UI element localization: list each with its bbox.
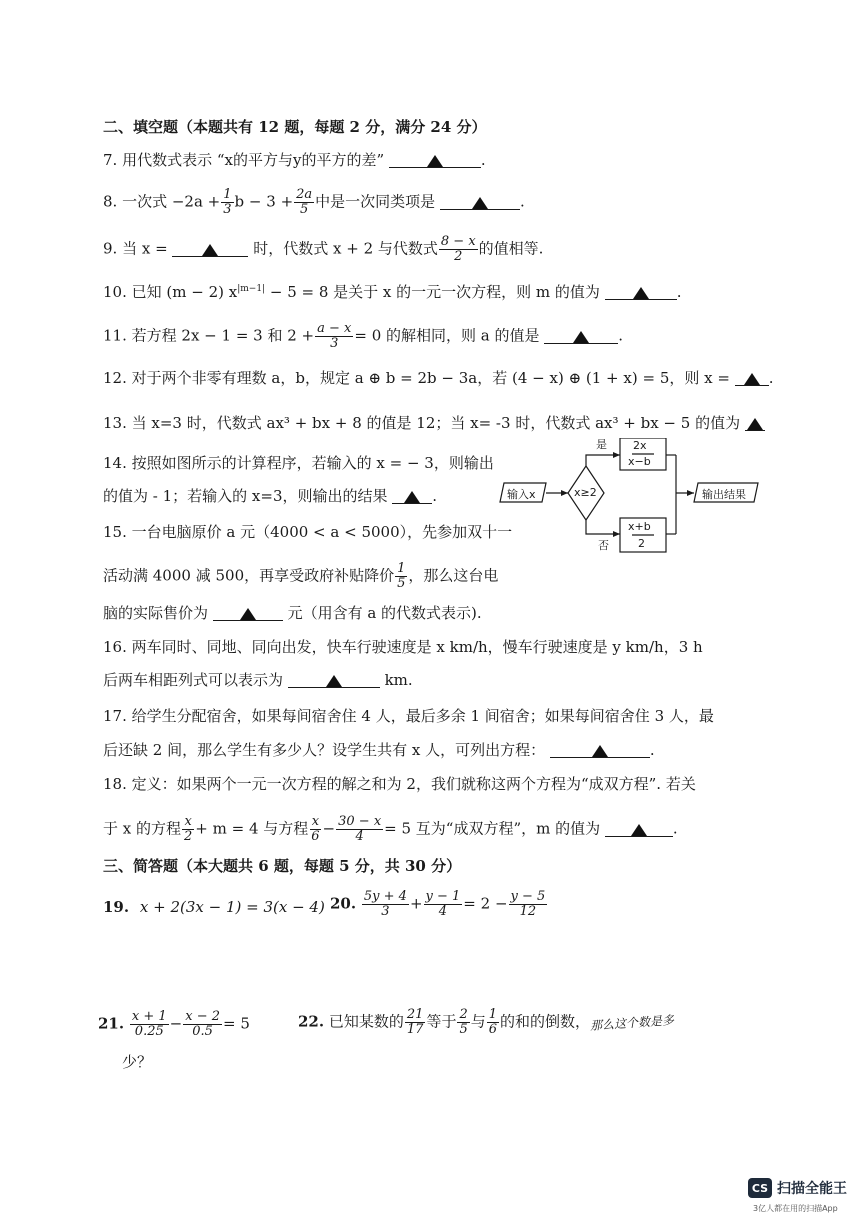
question-7: 7. 用代数式表示 “x的平方与y的平方的差” . [103, 151, 486, 169]
question-22: 22. 已知某数的 $\frac{21}{17}$ 等于 $\frac{2}{5}$ 与 $\frac{1}{6}$ 的和的倒数，那么这个数是多 [298, 1007, 675, 1037]
answer-mark-icon [592, 745, 608, 757]
q9-answer-blank[interactable] [172, 239, 248, 257]
flowchart [498, 438, 768, 558]
q13-answer-blank[interactable] [745, 413, 765, 431]
fraction: $\frac{x - 2}{0.5}$ [185, 1009, 220, 1039]
question-18-line-1: 18. 定义：如果两个一元一次方程的解之和为 2，我们就称这两个方程为“成双方程”. 若关 [103, 775, 696, 793]
question-14-line-1: 14. 按照如图所示的计算程序，若输入的 x = − 3，则输出 [103, 454, 494, 472]
q10-answer-blank[interactable] [605, 282, 677, 300]
q15-answer-blank[interactable] [213, 603, 283, 621]
fraction: $\frac{8 - x}{2}$ [440, 234, 476, 264]
flowchart-no-label: 否 [598, 539, 609, 552]
question-21: 21. $\frac{x + 1}{0.25}$ − $\frac{x - 2}{0.5}$ = 5 [98, 1009, 250, 1039]
q17-answer-blank[interactable] [550, 740, 650, 758]
section-2-title: 二、填空题（本题共有 12 题，每题 2 分，满分 24 分） [103, 118, 487, 136]
question-9: 9. 当 x = 时，代数式 x + 2 与代数式 $\frac{8 - x}{2}$ 的值相等. [103, 234, 544, 264]
q12-answer-blank[interactable] [735, 368, 769, 386]
q7-number: 7. [103, 151, 118, 169]
question-8: 8. 一次式 −2a + $\frac{1}{3}$ b − 3 + $\frac{2a}{5}$ 中是一次同类项是 . [103, 187, 525, 217]
question-20: 20. $\frac{5y + 4}{3}$ + $\frac{y - 1}{4}$ = 2 − $\frac{y - 5}{12}$ [330, 889, 546, 919]
question-15-line-2: 活动满 4000 减 500，再享受政府补贴降价 $\frac{1}{5}$ ，那么这台电 [103, 561, 499, 591]
question-13: 13. 当 x=3 时，代数式 ax³ + bx + 8 的值是 12；当 x= -3 时，代数式 ax³ + bx − 5 的值为 [103, 413, 765, 433]
answer-mark-icon [404, 491, 420, 503]
question-14-line-2: 的值为 - 1；若输入的 x=3，则输出的结果 . [103, 487, 438, 505]
flowchart-output-label: 输出结果 [702, 488, 746, 501]
answer-mark-icon [744, 373, 760, 385]
fraction: $\frac{21}{17}$ [406, 1007, 424, 1037]
flowchart-bottom-numerator: x+b [628, 520, 651, 533]
question-12: 12. 对于两个非零有理数 a，b，规定 a ⊕ b = 2b − 3a，若 (4 − x) ⊕ (1 + x) = 5，则 x = . [103, 369, 774, 387]
q18-answer-blank[interactable] [605, 819, 673, 837]
fraction: $\frac{x + 1}{0.25}$ [131, 1009, 167, 1039]
fraction: $\frac{y - 5}{12}$ [510, 889, 546, 919]
fraction: $\frac{x}{6}$ [311, 814, 320, 844]
q7-answer-blank[interactable] [389, 150, 481, 168]
answer-mark-icon [472, 197, 488, 209]
answer-mark-icon [633, 287, 649, 299]
scanner-tagline: 3亿人都在用的扫描App [753, 1204, 838, 1213]
flowchart-top-numerator: 2x [633, 439, 647, 452]
handwritten-note: 那么这个数是多 [589, 1012, 675, 1033]
flowchart-bottom-denominator: 2 [638, 537, 645, 550]
q14-answer-blank[interactable] [392, 486, 432, 504]
q16-answer-blank[interactable] [288, 670, 380, 688]
question-19: 19. x + 2(3x − 1) = 3(x − 4) [103, 898, 325, 916]
q7-text: 用代数式表示 “x的平方与y的平方的差” [122, 151, 385, 169]
question-10: 10. 已知 (m − 2) $x^{|m-1|} - 5 = 8$ 是关于 x 的一元一次方程，则 m 的值为 . [103, 283, 682, 301]
flowchart-input-label: 输入x [507, 488, 536, 501]
question-11: 11. 若方程 2x − 1 = 3 和 2 + $\frac{a - x}{3}$ = 0 的解相同，则 a 的值是 . [103, 321, 624, 351]
fraction: $\frac{x}{2}$ [184, 814, 193, 844]
q11-answer-blank[interactable] [544, 326, 618, 344]
flowchart-condition-label: x≥2 [574, 486, 597, 499]
question-17-line-1: 17. 给学生分配宿舍，如果每间宿舍住 4 人，最后多余 1 间宿舍；如果每间宿舍住 3 人，最 [103, 707, 714, 725]
fraction: $\frac{1}{3}$ [223, 187, 232, 217]
cs-badge-icon: CS [748, 1178, 772, 1198]
answer-mark-icon [573, 331, 589, 343]
question-17-line-2: 后还缺 2 间，那么学生有多少人？设学生共有 x 人，可列出方程： . [103, 741, 655, 759]
fraction: $\frac{1}{5}$ [397, 561, 406, 591]
scanner-brand-name: 扫描全能王 [777, 1181, 847, 1197]
fraction: $\frac{2a}{5}$ [296, 187, 313, 217]
fraction: $\frac{1}{6}$ [488, 1007, 498, 1037]
fraction: $\frac{5y + 4}{3}$ [363, 889, 407, 919]
answer-mark-icon [202, 244, 218, 256]
answer-mark-icon [240, 608, 256, 620]
answer-mark-icon [747, 418, 763, 430]
flowchart-yes-label: 是 [596, 438, 607, 451]
fraction: $\frac{y - 1}{4}$ [425, 889, 461, 919]
question-22-continued: 少？ [122, 1053, 153, 1071]
answer-mark-icon [631, 824, 647, 836]
question-15-line-1: 15. 一台电脑原价 a 元（4000 < a < 5000），先参加双十一 [103, 523, 513, 541]
answer-mark-icon [326, 675, 342, 687]
fraction: $\frac{2}{5}$ [459, 1007, 468, 1037]
question-16-line-1: 16. 两车同时、同地、同向出发，快车行驶速度是 x km/h，慢车行驶速度是 y km/h，3 h [103, 638, 703, 656]
question-16-line-2: 后两车相距列式可以表示为 km. [103, 671, 413, 689]
question-15-line-3: 脑的实际售价为 元（用含有 a 的代数式表示). [103, 604, 482, 622]
fraction: $\frac{a - x}{3}$ [317, 321, 352, 351]
scanner-app-logo [748, 1178, 847, 1198]
answer-mark-icon [427, 155, 443, 167]
flowchart-top-denominator: x−b [628, 455, 651, 468]
fraction: $\frac{30 - x}{4}$ [338, 814, 382, 844]
question-18-line-2: 于 x 的方程 $\frac{x}{2}$ + m = 4 与方程 $\frac{x}{6}$ − $\frac{30 - x}{4}$ = 5 互为“成双方程”，m 的值为 . [103, 814, 678, 844]
q8-answer-blank[interactable] [440, 192, 520, 210]
section-3-title: 三、简答题（本大题共 6 题，每题 5 分，共 30 分） [103, 857, 462, 875]
